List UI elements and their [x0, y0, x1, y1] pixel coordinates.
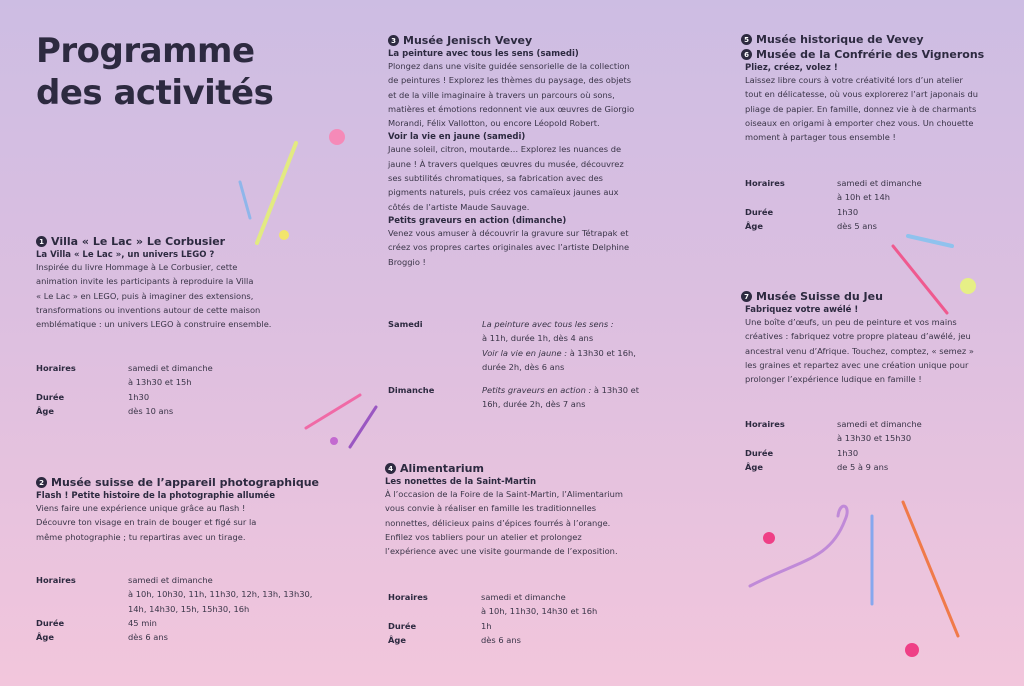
info-table — [388, 590, 597, 647]
horaires-label: Horaires — [36, 363, 76, 373]
description-line: ses subtilités chromatiques, sa fabrication avec des — [388, 173, 603, 184]
horaires-line: samedi et dimanche — [837, 178, 922, 188]
description-line: prolonger l’expérience ludique en famille ! — [745, 374, 922, 385]
pink-dot — [763, 532, 775, 544]
description-line: Morandi, Félix Vallotton, ou encore Léopold Robert. — [388, 118, 600, 129]
horaires-row — [36, 573, 312, 616]
duree-row — [36, 616, 312, 630]
description-line: emblématique : un univers LEGO à construire ensemble. — [36, 319, 272, 330]
section-name: Musée de la Confrérie des Vignerons — [756, 48, 985, 61]
purple-curve — [750, 506, 847, 586]
activity-description — [385, 487, 623, 558]
description-line: Une boîte d’œufs, un peu de peinture et vos mains — [745, 317, 957, 327]
age-value: dès 6 ans — [128, 632, 168, 643]
age-value: dès 6 ans — [481, 634, 521, 645]
activity-subtitle: Fabriquez votre awélé ! — [745, 305, 859, 315]
activity-description — [388, 142, 634, 213]
duree-label: Durée — [36, 617, 65, 628]
age-value: de 5 à 9 ans — [837, 461, 889, 472]
age-row — [36, 630, 312, 644]
activity-title: La peinture avec tous les sens : — [482, 319, 614, 329]
dimanche-row — [388, 383, 639, 412]
section-musee-suisse-du-jeu — [741, 290, 974, 386]
schedule-line: 16h, durée 2h, dès 7 ans — [482, 399, 586, 410]
activity-description — [745, 73, 984, 144]
duree-label: Durée — [745, 447, 774, 458]
description-line: même photographie ; tu repartiras avec un tirage. — [36, 531, 246, 542]
section-number-badge: 6 — [741, 49, 752, 60]
horaires-value — [481, 590, 597, 619]
activity-description — [745, 315, 974, 386]
description-line: jaune ! À travers quelques œuvres du musée, découvrez — [388, 158, 624, 169]
yellow-stroke — [257, 143, 296, 243]
horaires-value — [837, 417, 922, 446]
horaires-label: Horaires — [745, 419, 785, 429]
dimanche-value — [482, 383, 639, 412]
description-line: côtés de l’artiste Maude Sauvage. — [388, 201, 530, 212]
horaires-row — [745, 417, 922, 446]
title-line-1: Programme — [36, 31, 255, 71]
section-number-badge: 5 — [741, 34, 752, 45]
age-label: Âge — [36, 632, 54, 643]
horaires-line: 14h, 14h30, 15h, 15h30, 16h — [128, 603, 250, 614]
info-table — [745, 417, 922, 474]
schedule-time: à 13h30 et — [591, 385, 639, 396]
horaires-value — [128, 573, 312, 616]
section-number-badge: 2 — [36, 477, 47, 488]
section-appareil-photographique — [36, 476, 319, 544]
info-table — [36, 573, 312, 644]
activity-subtitle: La Villa « Le Lac », un univers LEGO ? — [36, 250, 215, 260]
section-name: Musée historique de Vevey — [756, 33, 924, 46]
section-name: Musée Suisse du Jeu — [756, 290, 883, 303]
horaires-label: Horaires — [36, 575, 76, 585]
purple-stroke — [350, 407, 376, 447]
description-line: nonnettes, délicieux pains d’épices fourrés à l’orange. — [385, 517, 611, 528]
duree-value: 1h30 — [837, 206, 859, 217]
duree-row — [745, 446, 922, 460]
description-line: Découvre ton visage en train de bouger et figé sur la — [36, 517, 257, 528]
activity-subtitle: Les nonettes de la Saint-Martin — [385, 477, 537, 487]
description-line: Viens faire une expérience unique grâce au flash ! — [36, 503, 246, 513]
samedi-row — [388, 317, 639, 374]
pink-dot — [905, 643, 919, 657]
section-musee-historique-confrerie — [741, 33, 984, 144]
schedule-time: à 13h30 et 16h, — [567, 347, 636, 358]
activity-title: Voir la vie en jaune : — [482, 347, 568, 358]
section-name: Villa « Le Lac » Le Corbusier — [51, 235, 226, 248]
duree-label: Durée — [36, 391, 65, 402]
description-line: Broggio ! — [388, 256, 426, 267]
description-line: Jaune soleil, citron, moutarde… Explorez les nuances de — [388, 144, 622, 155]
samedi-label: Samedi — [388, 319, 423, 329]
duree-value: 1h — [481, 620, 492, 631]
activity-description — [388, 226, 634, 269]
horaires-row — [388, 590, 597, 619]
title-line-2: des activités — [36, 73, 274, 113]
info-table — [745, 176, 922, 233]
yellow-dot — [279, 230, 289, 240]
samedi-value — [482, 317, 636, 374]
description-line: Enfilez vos tabliers pour un atelier et prolongez — [385, 531, 582, 542]
activity-description — [36, 260, 271, 331]
horaires-line: samedi et dimanche — [128, 575, 213, 585]
duree-row — [745, 205, 922, 219]
horaires-line: à 10h et 14h — [837, 192, 890, 203]
description-line: les graines et repartez avec une création unique pour — [745, 359, 969, 370]
activity-subtitle: La peinture avec tous les sens (samedi) — [388, 49, 579, 59]
section-heading — [741, 48, 984, 61]
horaires-value — [837, 176, 922, 205]
age-row — [745, 219, 922, 233]
description-line: et de la ville imaginaire à travers un parcours où sons, — [388, 89, 615, 100]
duree-row — [388, 619, 597, 633]
activity-description — [388, 59, 634, 130]
dimanche-label: Dimanche — [388, 385, 435, 396]
section-name: Musée Jenisch Vevey — [403, 34, 533, 47]
description-line: créatives : fabriquez votre propre plateau d’awélé, jeu — [745, 331, 971, 342]
description-line: l’expérience avec une visite gourmande de l’exposition. — [385, 546, 618, 557]
description-line: ancestral venu d’Afrique. Touchez, comptez, « semez » — [745, 345, 974, 356]
age-row — [388, 633, 597, 647]
horaires-line: à 10h, 11h30, 14h30 et 16h — [481, 606, 598, 617]
section-name: Musée suisse de l’appareil photographique — [51, 476, 320, 489]
orange-stroke — [903, 502, 958, 636]
page-title — [36, 30, 273, 114]
schedule-line: à 11h, durée 1h, dès 4 ans — [482, 333, 594, 344]
horaires-line: à 13h30 et 15h30 — [837, 433, 912, 444]
duree-label: Durée — [745, 206, 774, 217]
activity-description — [36, 501, 319, 544]
description-line: tout en délicatesse, où vous explorerez l’art japonais du — [745, 89, 979, 100]
description-line: créez vos propres cartes originales avec l’artiste Delphine — [388, 242, 630, 253]
blue-stroke — [240, 182, 250, 218]
description-line: matières et émotions redonnent vie aux œuvres de Giorgio — [388, 103, 635, 114]
activity-title: Petits graveurs en action : — [482, 385, 592, 396]
description-line: pigments naturels, puis créez vos camaïeux jaunes aux — [388, 187, 619, 198]
horaires-label: Horaires — [745, 178, 785, 188]
duree-value: 45 min — [128, 617, 157, 628]
activity-subtitle: Petits graveurs en action (dimanche) — [388, 215, 567, 226]
horaires-line: samedi et dimanche — [481, 592, 566, 602]
schedule-table — [388, 317, 639, 412]
horaires-line: samedi et dimanche — [837, 419, 922, 429]
age-label: Âge — [388, 634, 406, 645]
schedule-line: durée 2h, dès 6 ans — [482, 361, 565, 372]
description-line: oiseaux en origami à emporter chez vous. Un chouette — [745, 117, 974, 128]
horaires-label: Horaires — [388, 592, 428, 602]
section-number-badge: 1 — [36, 236, 47, 247]
section-heading — [36, 476, 319, 489]
age-row — [36, 404, 213, 418]
age-row — [745, 460, 922, 474]
section-name: Alimentarium — [400, 462, 484, 475]
description-line: vous convie à réaliser en famille les traditionnelles — [385, 503, 597, 514]
horaires-value — [128, 361, 213, 390]
description-line: Laissez libre cours à votre créativité lors d’un atelier — [745, 75, 963, 85]
description-line: Plongez dans une visite guidée sensorielle de la collection — [388, 61, 630, 71]
horaires-row — [745, 176, 922, 205]
violet-dot — [330, 437, 338, 445]
section-heading — [385, 462, 623, 475]
duree-value: 1h30 — [837, 447, 859, 458]
pink-stroke — [306, 395, 360, 428]
horaires-line: à 13h30 et 15h — [128, 377, 192, 388]
section-number-badge: 3 — [388, 35, 399, 46]
duree-label: Durée — [388, 620, 417, 631]
description-line: pliage de papier. En famille, donnez vie à de charmants — [745, 103, 977, 114]
age-label: Âge — [745, 220, 763, 231]
description-line: animation invite les participants à reproduire la Villa — [36, 276, 254, 287]
section-musee-jenisch — [388, 34, 634, 269]
section-number-badge: 7 — [741, 291, 752, 302]
description-line: « Le Lac » en LEGO, puis à imaginer des extensions, — [36, 290, 254, 301]
section-heading — [741, 33, 984, 46]
description-line: de peintures ! Explorez les thèmes du paysage, des objets — [388, 75, 632, 86]
age-label: Âge — [36, 405, 54, 416]
description-line: moment à partager tous ensemble ! — [745, 132, 896, 143]
activity-subtitle: Voir la vie en jaune (samedi) — [388, 132, 526, 143]
description-line: Inspirée du livre Hommage à Le Corbusier, cette — [36, 262, 238, 272]
section-heading — [36, 235, 271, 248]
horaires-line: à 10h, 10h30, 11h, 11h30, 12h, 13h, 13h30, — [128, 589, 313, 600]
description-line: Venez vous amuser à découvrir la gravure sur Tétrapak et — [388, 227, 629, 238]
horaires-row — [36, 361, 213, 390]
section-heading — [741, 290, 974, 303]
section-number-badge: 4 — [385, 463, 396, 474]
blue-stroke — [908, 236, 952, 246]
section-villa-le-lac — [36, 235, 271, 331]
section-alimentarium — [385, 462, 623, 558]
section-heading — [388, 34, 634, 47]
description-line: À l’occasion de la Foire de la Saint-Martin, l’Alimentarium — [385, 489, 624, 499]
duree-value: 1h30 — [128, 391, 150, 402]
activity-subtitle: Pliez, créez, volez ! — [745, 63, 838, 73]
info-table — [36, 361, 213, 418]
horaires-line: samedi et dimanche — [128, 363, 213, 373]
age-label: Âge — [745, 461, 763, 472]
duree-row — [36, 390, 213, 404]
description-line: transformations ou inventions autour de cette maison — [36, 304, 261, 315]
pink-dot — [329, 129, 345, 145]
activity-subtitle: Flash ! Petite histoire de la photographie allumée — [36, 491, 275, 501]
age-value: dès 10 ans — [128, 405, 174, 416]
age-value: dès 5 ans — [837, 220, 877, 231]
